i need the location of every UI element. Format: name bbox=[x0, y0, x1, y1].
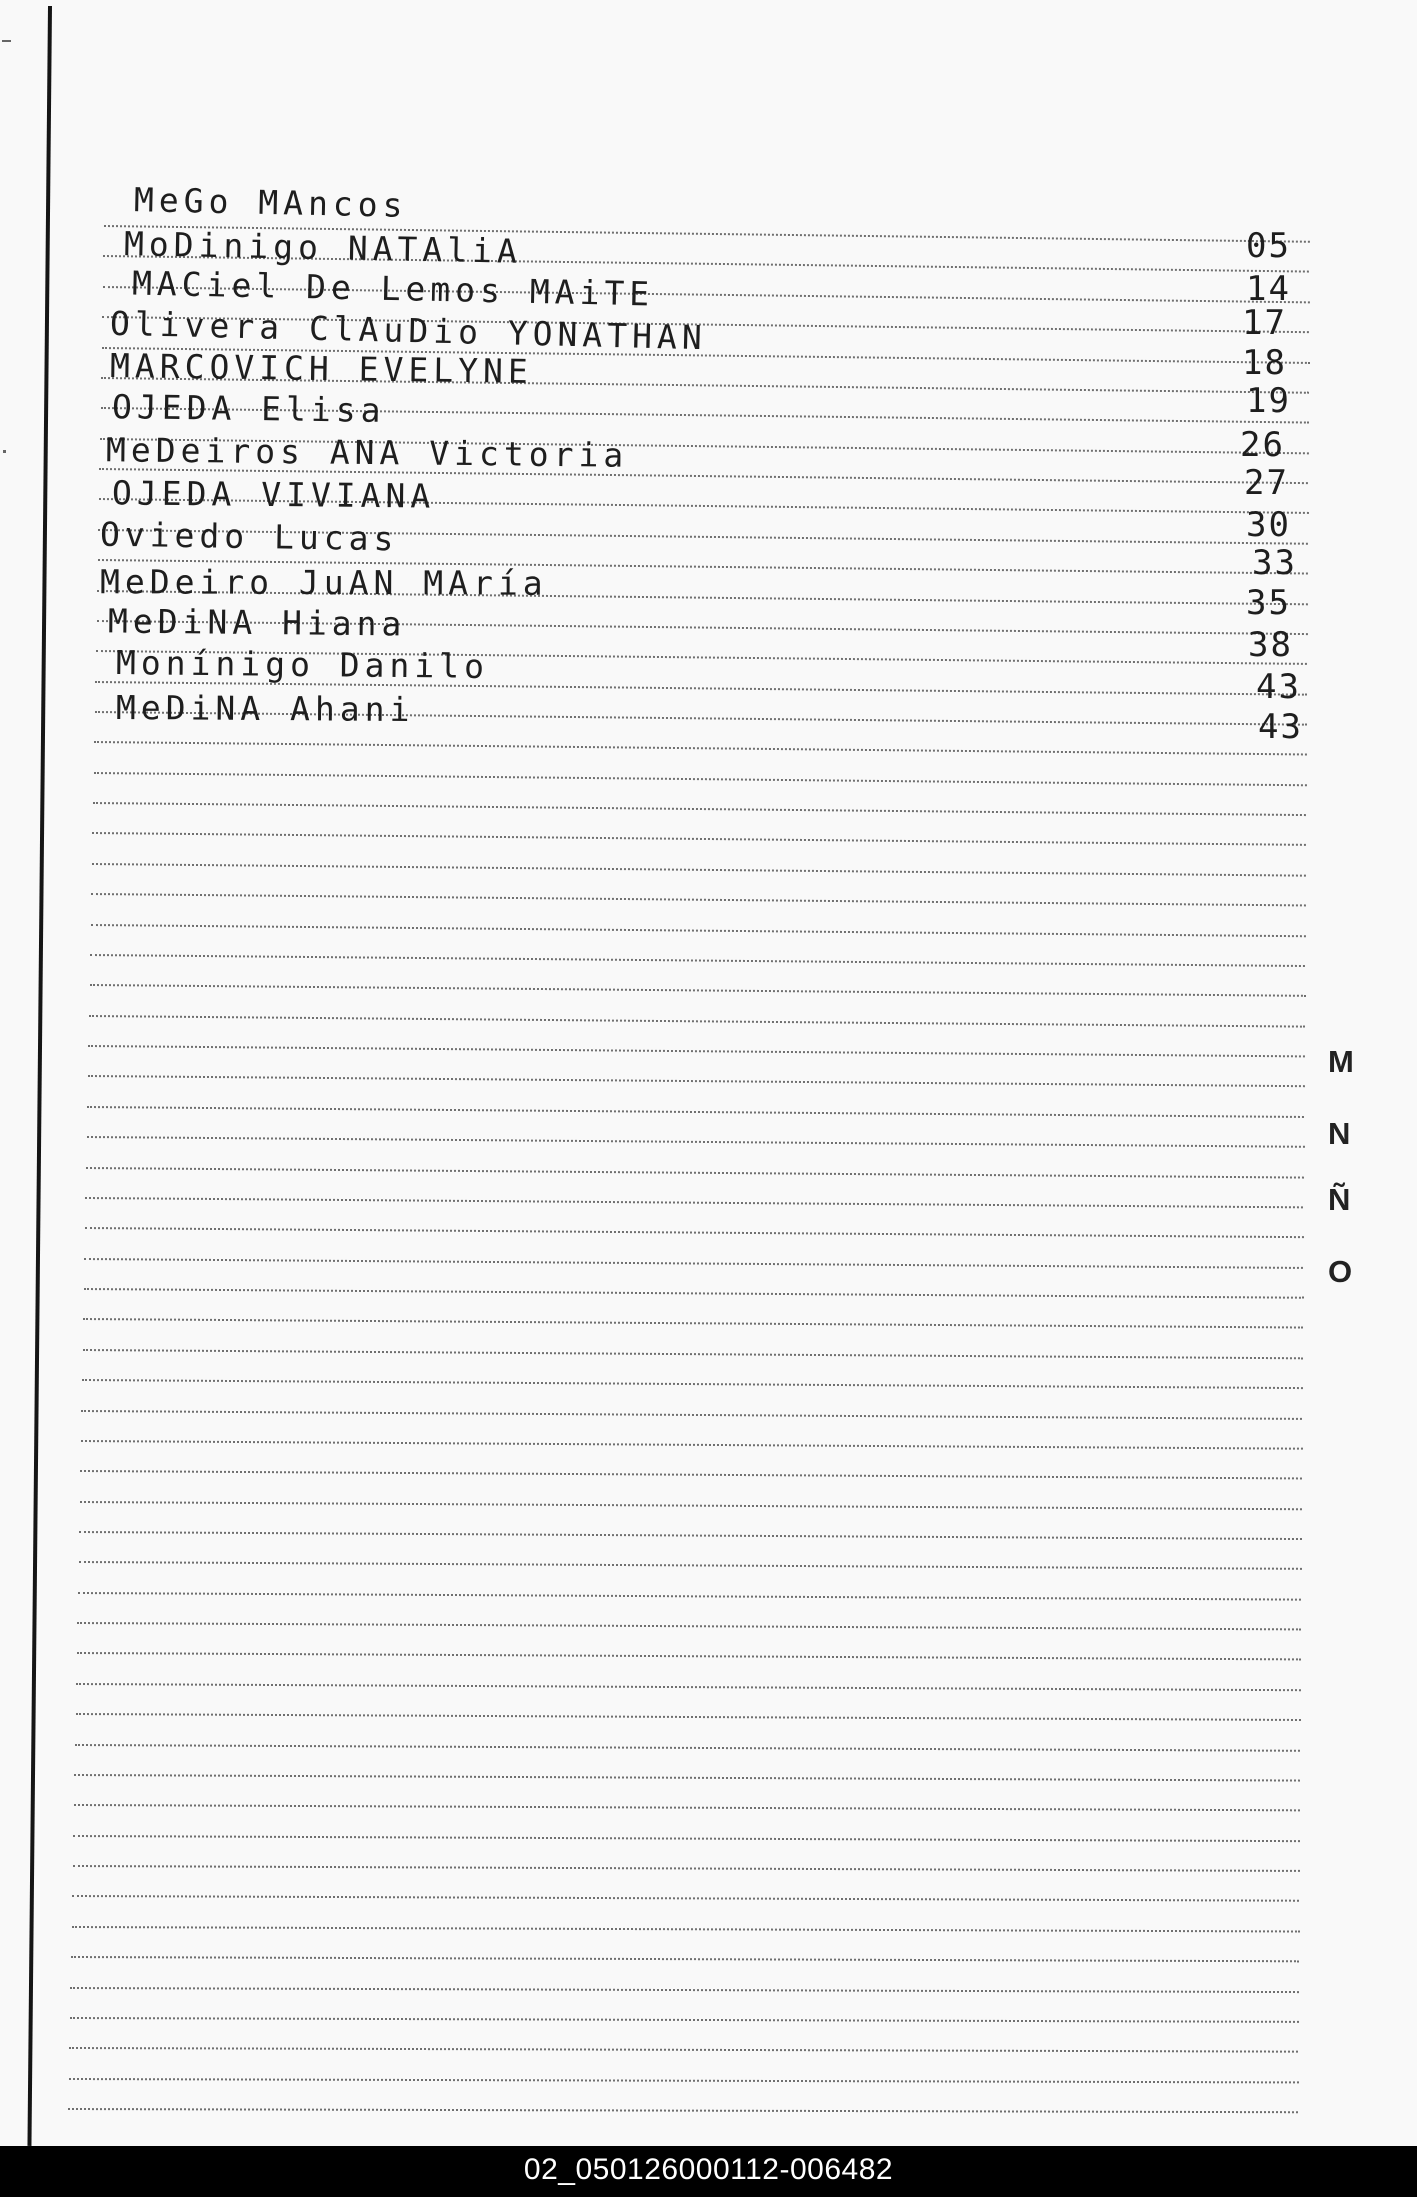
entry-name: Olivera ClAuDio YONATHAN bbox=[109, 303, 708, 358]
entry-number: 30 bbox=[1246, 505, 1291, 545]
ruled-line bbox=[73, 1865, 1300, 1872]
ruled-line bbox=[85, 1227, 1304, 1238]
ruled-line bbox=[70, 1987, 1298, 1993]
ruled-line bbox=[79, 1531, 1302, 1540]
ruled-line bbox=[90, 954, 1305, 967]
margin-line bbox=[27, 6, 52, 2146]
ruled-line bbox=[74, 1804, 1300, 1811]
index-letter: M bbox=[1328, 1044, 1354, 1079]
ruled-line bbox=[92, 863, 1306, 877]
ruled-line bbox=[88, 1045, 1304, 1057]
ruled-line bbox=[78, 1592, 1301, 1601]
ruled-line bbox=[87, 1136, 1305, 1148]
ruled-line bbox=[82, 1379, 1303, 1389]
entry-name: MeGo MAncos bbox=[133, 180, 408, 225]
ruled-line bbox=[81, 1410, 1302, 1420]
entry-number: 14 bbox=[1246, 269, 1291, 309]
index-letter: N bbox=[1328, 1116, 1351, 1151]
entry-name: OJEDA VIVIANA bbox=[111, 473, 436, 516]
ruled-line bbox=[93, 772, 1306, 786]
entry-number: 17 bbox=[1242, 303, 1287, 343]
ruled-line bbox=[89, 1015, 1305, 1028]
entry-name: MeDeiro JuAN MAría bbox=[99, 562, 548, 603]
index-letter: Ñ bbox=[1328, 1182, 1351, 1217]
ruled-line bbox=[76, 1683, 1301, 1691]
entry-number: 38 bbox=[1248, 625, 1293, 665]
ruled-line bbox=[71, 1956, 1299, 1962]
entry-name: MoDinigo NATAliA bbox=[123, 224, 523, 271]
ruled-line bbox=[78, 1561, 1301, 1570]
ruled-line bbox=[88, 1075, 1305, 1087]
ruled-line bbox=[68, 2108, 1298, 2113]
ruled-line bbox=[75, 1744, 1300, 1752]
ruled-line bbox=[81, 1440, 1302, 1450]
ruled-line bbox=[84, 1258, 1303, 1269]
ruled-line bbox=[69, 2047, 1298, 2053]
ruled-line bbox=[73, 1835, 1299, 1842]
entry-name: MeDiNA Hiana bbox=[107, 601, 407, 644]
entry-number: 43 bbox=[1256, 667, 1301, 707]
entry-number: 33 bbox=[1252, 543, 1297, 583]
ruled-line bbox=[91, 893, 1305, 906]
edge-mark bbox=[3, 450, 6, 453]
ruled-line bbox=[86, 1167, 1304, 1179]
ruled-line bbox=[82, 1349, 1302, 1359]
ruled-line bbox=[83, 1318, 1303, 1329]
entry-name: MeDiNA Ahani bbox=[115, 687, 415, 730]
edge-mark bbox=[2, 40, 11, 42]
scan-footer-bar bbox=[0, 2146, 1417, 2197]
ruled-line bbox=[93, 802, 1306, 816]
ruled-line bbox=[74, 1774, 1300, 1782]
ruled-line bbox=[92, 832, 1306, 846]
ruled-line bbox=[69, 2078, 1299, 2083]
index-letter: O bbox=[1328, 1254, 1353, 1289]
entry-number: 19 bbox=[1246, 381, 1291, 421]
ruled-line bbox=[91, 924, 1306, 937]
scan-code: 02_050126000112-006482 bbox=[523, 2153, 894, 2186]
ruled-line bbox=[80, 1470, 1302, 1479]
ruled-line bbox=[87, 1106, 1304, 1118]
entry-number: 26 bbox=[1240, 425, 1285, 465]
ruled-line bbox=[77, 1652, 1301, 1660]
ruled-line bbox=[72, 1895, 1299, 1902]
ruled-line bbox=[80, 1501, 1302, 1510]
entry-number: 43 bbox=[1258, 707, 1303, 747]
ruled-line bbox=[94, 741, 1307, 755]
entry-number: 27 bbox=[1244, 463, 1289, 503]
ruled-line bbox=[89, 984, 1305, 997]
ruled-line bbox=[77, 1622, 1301, 1630]
entry-name: Monínigo Danilo bbox=[115, 643, 490, 686]
entry-name: MARCOVICH EVELYNE bbox=[109, 346, 534, 391]
entry-name: Oviedo Lucas bbox=[99, 514, 399, 559]
entry-name: MACiel De Lemos MAiTE bbox=[131, 263, 655, 314]
ruled-line bbox=[75, 1713, 1300, 1721]
entry-name: MeDeiros ANA Victoria bbox=[105, 430, 629, 475]
ruled-line bbox=[70, 2017, 1299, 2023]
ruled-line bbox=[71, 1926, 1299, 1932]
entry-number: 05 bbox=[1246, 226, 1291, 266]
entry-number: 35 bbox=[1246, 583, 1291, 623]
ruled-line bbox=[85, 1197, 1303, 1208]
entry-number: 18 bbox=[1242, 343, 1287, 383]
ruled-line bbox=[84, 1288, 1303, 1299]
entry-name: OJEDA Elisa bbox=[111, 387, 386, 430]
